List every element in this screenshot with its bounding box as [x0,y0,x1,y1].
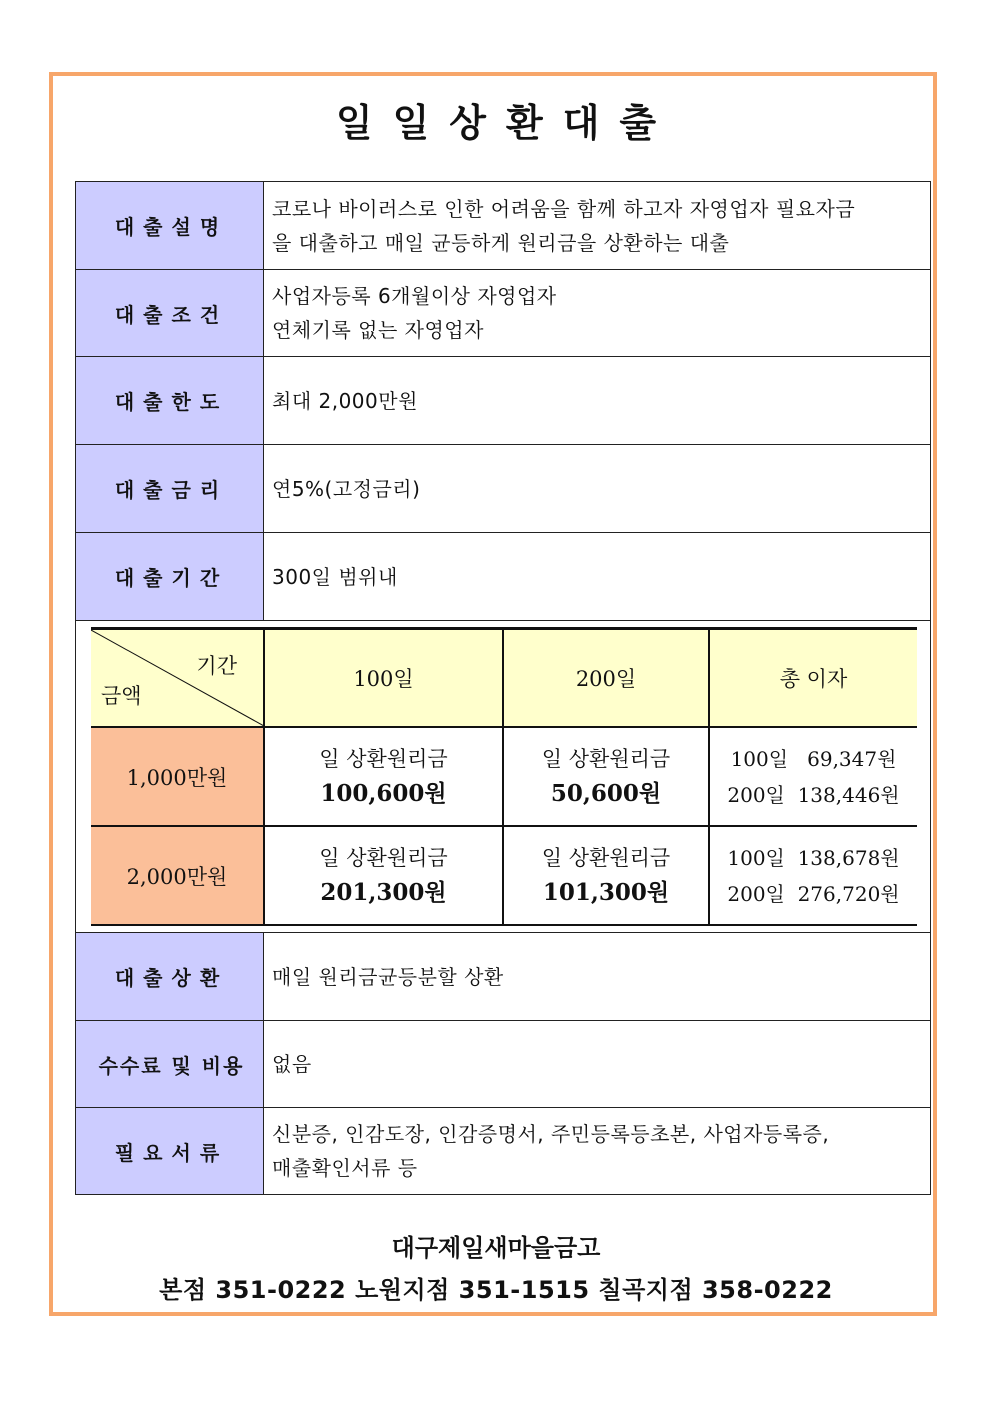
row-rate [76,445,931,533]
loan-info-table [75,181,931,1195]
row-schedule [76,621,931,933]
page-title: 일일상환대출 [335,101,677,145]
payment-200-cell [503,727,709,826]
total-interest-cell [709,727,917,826]
interest-200-days: 200일 276,720원 [727,881,900,906]
diagonal-divider [91,630,264,726]
label-limit: 대출한도 [76,357,264,445]
label-fees: 수수료 및 비용 [76,1021,264,1108]
value-rate: 연5%(고정금리) [264,445,931,533]
daily-payment-value: 50,600원 [550,779,662,807]
amount-cell: 2,000만원 [91,826,264,925]
repayment-schedule-table [91,627,917,926]
row-conditions [76,270,931,357]
value-limit: 최대 2,000만원 [264,357,931,445]
daily-payment-label: 일 상환원리금 [541,746,671,771]
corner-amount-label: 금액 [101,684,142,708]
row-period [76,533,931,621]
corner-period-label: 기간 [196,654,237,678]
header-100-days: 100일 [264,629,503,728]
value-description [264,182,931,270]
value-conditions [264,270,931,357]
value-repayment: 매일 원리금균등분할 상환 [264,933,931,1021]
schedule-cell [76,621,931,933]
label-period: 대출기간 [76,533,264,621]
amount-cell: 1,000만원 [91,727,264,826]
daily-payment-value: 100,600원 [320,779,447,807]
documents-line-1: 신분증, 인감도장, 인감증명서, 주민등록등초본, 사업자등록증, [272,1122,830,1146]
row-documents [76,1108,931,1195]
header-total-interest: 총 이자 [709,629,917,728]
value-documents [264,1108,931,1195]
label-rate: 대출금리 [76,445,264,533]
value-period: 300일 범위내 [264,533,931,621]
daily-payment-label: 일 상환원리금 [541,845,671,870]
branch-contacts: 본점 351-0222 노원지점 351-1515 칠곡지점 358-0222 [159,1276,833,1304]
daily-payment-label: 일 상환원리금 [319,845,448,870]
schedule-corner-cell [91,629,264,728]
description-line-1: 코로나 바이러스로 인한 어려움을 함께 하고자 자영업자 필요자금 [272,196,856,221]
label-documents: 필요서류 [76,1108,264,1195]
payment-100-cell [264,826,503,925]
schedule-row [91,826,917,925]
row-fees [76,1021,931,1108]
row-description [76,182,931,270]
payment-100-cell [264,727,503,826]
header-200-days: 200일 [503,629,709,728]
label-description: 대출설명 [76,182,264,270]
value-fees: 없음 [264,1021,931,1108]
documents-line-2: 매출확인서류 등 [272,1156,418,1180]
conditions-line-2: 연체기록 없는 자영업자 [272,318,484,342]
conditions-line-1: 사업자등록 6개월이상 자영업자 [272,284,557,308]
interest-200-days: 200일 138,446원 [727,782,900,807]
bank-name: 대구제일새마을금고 [391,1234,601,1262]
daily-payment-value: 101,300원 [542,878,670,906]
label-repayment: 대출상환 [76,933,264,1021]
label-conditions: 대출조건 [76,270,264,357]
daily-payment-label: 일 상환원리금 [319,746,448,771]
description-line-2: 을 대출하고 매일 균등하게 원리금을 상환하는 대출 [272,230,730,255]
schedule-header-row [91,629,917,728]
payment-200-cell [503,826,709,925]
row-limit [76,357,931,445]
total-interest-cell [709,826,917,925]
interest-100-days: 100일 138,678원 [727,845,900,870]
row-repayment [76,933,931,1021]
daily-payment-value: 201,300원 [320,878,447,906]
schedule-row [91,727,917,826]
interest-100-days: 100일 69,347원 [730,746,897,771]
